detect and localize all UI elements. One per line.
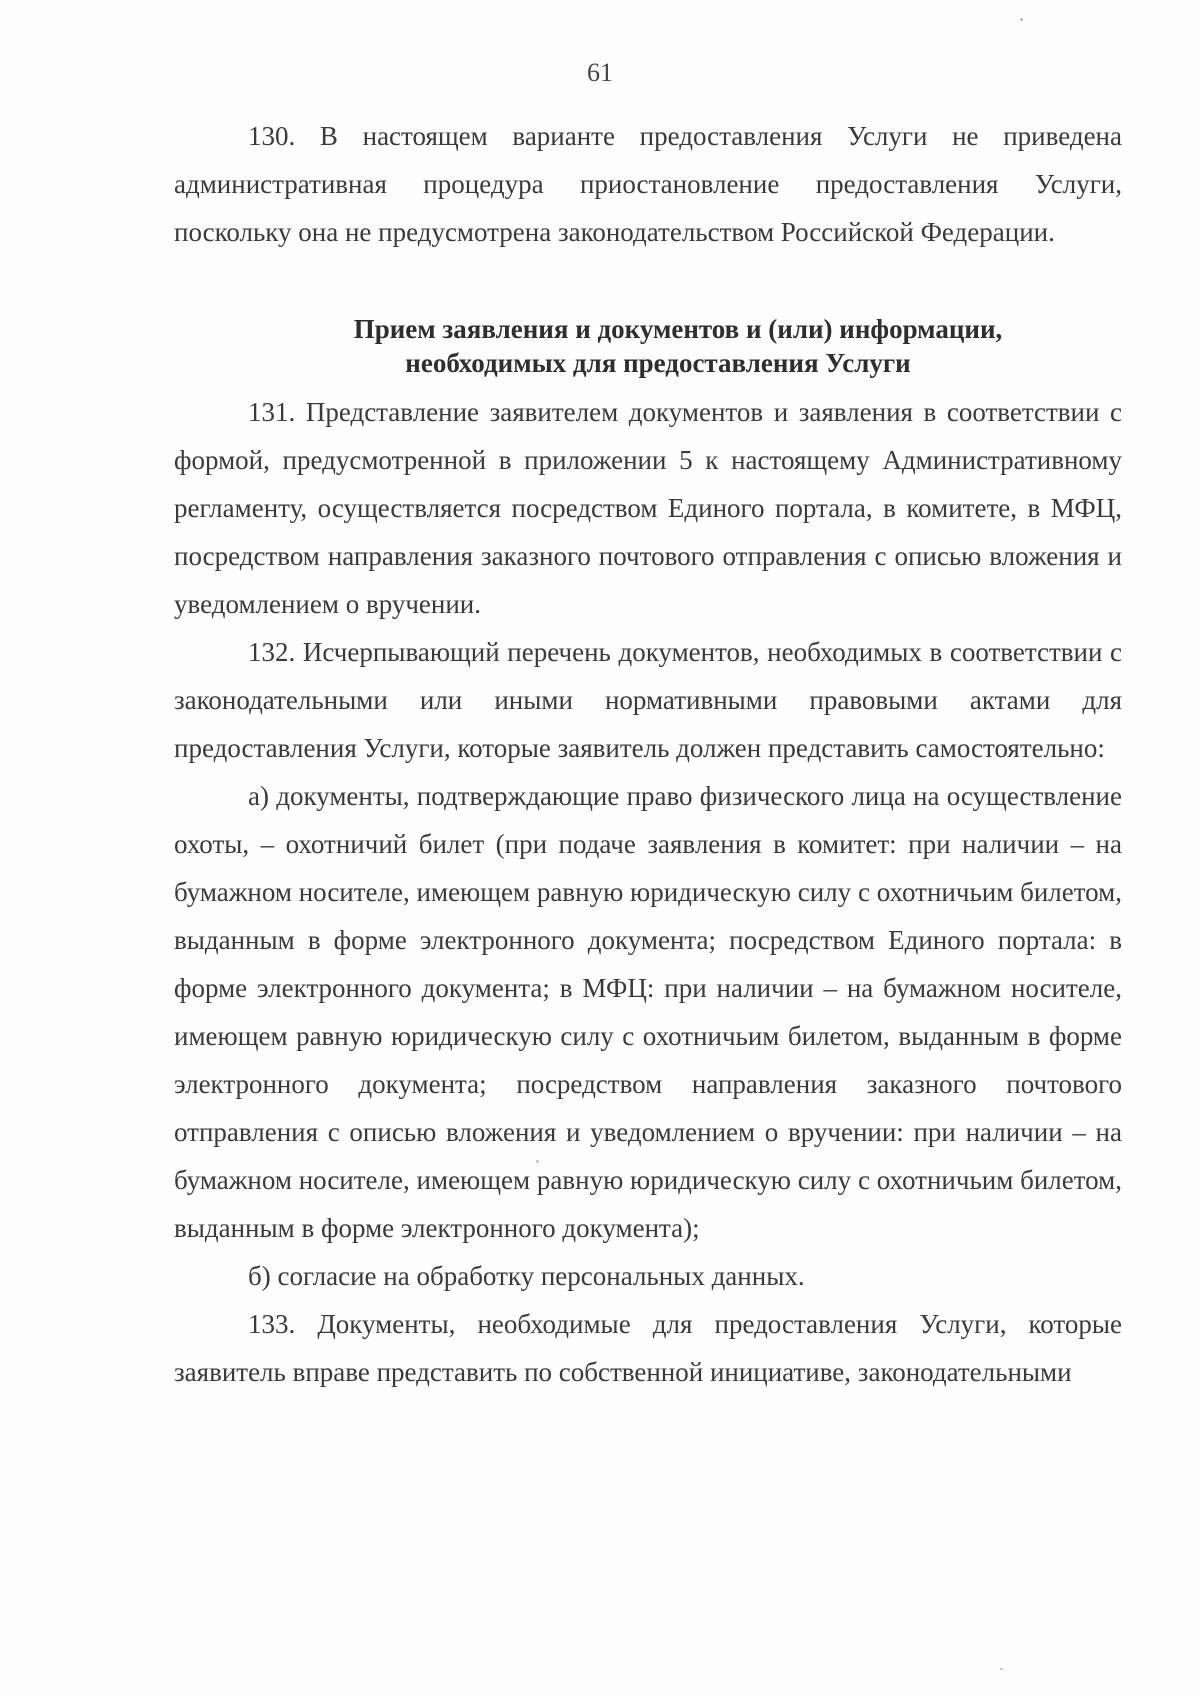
paragraph-132-item-b: б) согласие на обработку персональных данных. [248, 1261, 805, 1291]
paragraph-132: 132. Исчерпывающий перечень документов, необходимых в соответствии с законодательными или иными нормативными правовыми актами для предоставления Услуги, которые заявитель должен представить самостоятельно: [174, 637, 1122, 763]
paragraph-132-item-a: а) документы, подтверждающие право физического лица на осуществление охоты, – охотничий билет (при подаче заявления в комитет: при наличии – на бумажном носителе, имеющем равную юридическую силу с охотничьим билетом, выданным в форме электронного документа; посредством Единого портала: в форме электронного документа; в МФЦ: при наличии – на бумажном носителе, имеющем равную юридическую силу с охотничьим билетом, выданным в форме электронного документа; посредством направления заказного почтового отправления с описью вложения и уведомлением о вручении: при наличии – на бумажном носителе, имеющем равную юридическую силу с охотничьим билетом, выданным в форме электронного документа); [174, 781, 1122, 1243]
page-number: 61 [587, 58, 613, 87]
scan-speck [1000, 1668, 1003, 1670]
section-heading-line-2: необходимых для предоставления Услуги [405, 348, 911, 378]
paragraph-131: 131. Представление заявителем документов и заявления в соответствии с формой, предусмотренной в приложении 5 к настоящему Административному регламенту, осуществляется посредством Единого портала, в комитете, в МФЦ, посредством направления заказного почтового отправления с описью вложения и уведомлением о вручении. [174, 397, 1122, 619]
scan-speck [1020, 18, 1023, 21]
section-heading-line-1: Прием заявления и документов и (или) информации, [353, 314, 1003, 344]
paragraph-130: 130. В настоящем варианте предоставления Услуги не приведена административная процедура приостановление предоставления Услуги, поскольку она не предусмотрена законодательством Российской Федерации. [174, 121, 1122, 247]
document-body [174, 112, 1122, 1396]
section-heading [174, 312, 1122, 380]
paragraph-133: 133. Документы, необходимые для предоставления Услуги, которые заявитель вправе представить по собственной инициативе, законодательными [174, 1309, 1122, 1387]
scan-speck [536, 1160, 539, 1163]
